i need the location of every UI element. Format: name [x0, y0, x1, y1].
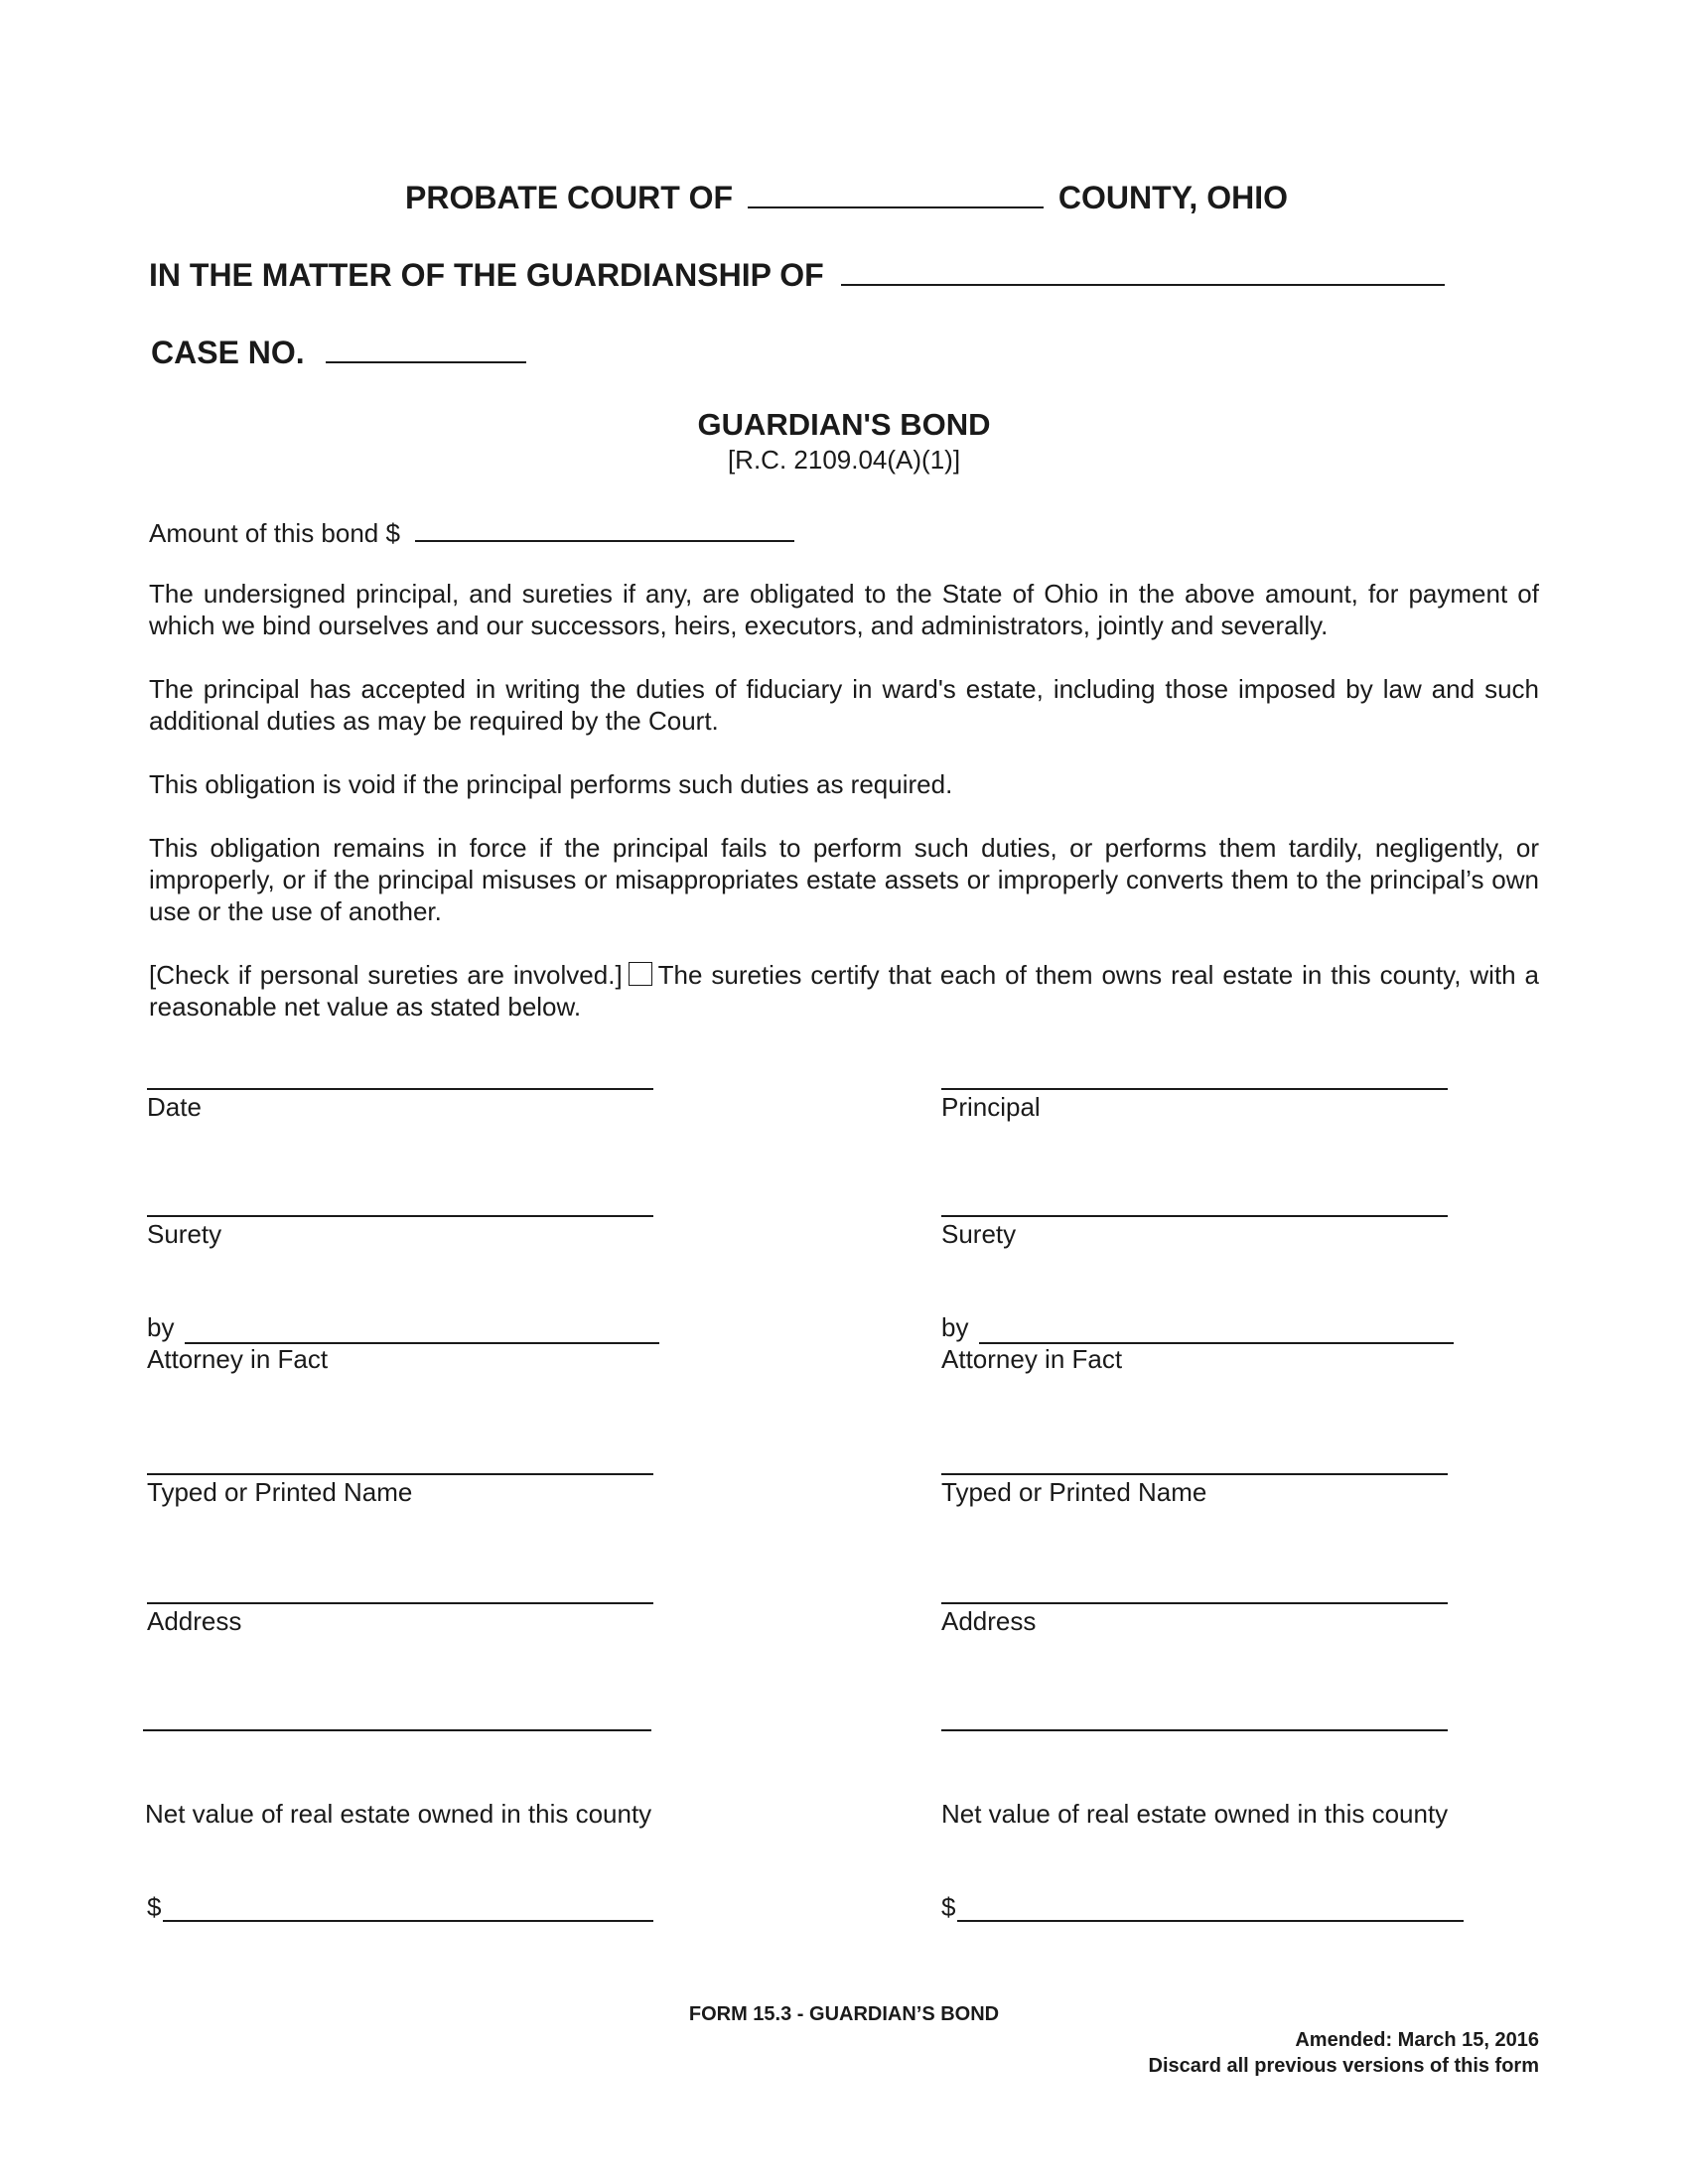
right-surety-line[interactable]	[941, 1215, 1448, 1217]
principal-label: Principal	[941, 1092, 1041, 1122]
personal-sureties-checkbox[interactable]	[629, 962, 652, 986]
principal-line[interactable]	[941, 1088, 1448, 1090]
force-paragraph: This obligation remains in force if the principal fails to perform such duties, or performs them tardily, negligently, or improperly, or if the principal misuses or misappropriates estate assets or improperly converts them to the principal’s own use or the use of another.	[149, 833, 1539, 926]
amended-date: Amended: March 15, 2016	[1295, 2029, 1539, 2051]
left-dollar-sign: $	[147, 1892, 162, 1922]
right-typed-name-label: Typed or Printed Name	[941, 1477, 1207, 1507]
right-address-line[interactable]	[941, 1602, 1448, 1604]
obligation-paragraph: The undersigned principal, and sureties if any, are obligated to the State of Ohio in the above amount, for payment of which we bind ourselves and our successors, heirs, executors, and administrators, jointly and severally.	[149, 579, 1539, 640]
court-prefix: PROBATE COURT OF	[405, 180, 734, 215]
duties-paragraph: The principal has accepted in writing the duties of fiduciary in ward's estate, including those imposed by law and such additional duties as may be required by the Court.	[149, 674, 1539, 736]
bond-amount-row	[149, 514, 794, 549]
left-address-label: Address	[147, 1606, 242, 1636]
discard-notice: Discard all previous versions of this form	[1148, 2055, 1539, 2077]
right-dollar-sign: $	[941, 1892, 956, 1922]
right-typed-name-line[interactable]	[941, 1473, 1448, 1475]
left-typed-name-line[interactable]	[147, 1473, 653, 1475]
bond-amount-label: Amount of this bond $	[149, 518, 400, 548]
case-number-heading	[151, 332, 526, 371]
right-address-label: Address	[941, 1606, 1037, 1636]
sureties-check-label: [Check if personal sureties are involved.]	[149, 960, 623, 990]
right-attorney-label: Attorney in Fact	[941, 1344, 1123, 1374]
court-heading	[405, 177, 1288, 216]
right-net-value-label: Net value of real estate owned in this county	[941, 1799, 1449, 1829]
date-label: Date	[147, 1092, 202, 1122]
form-footer-title: FORM 15.3 - GUARDIAN’S BOND	[688, 2003, 1000, 2025]
date-line[interactable]	[147, 1088, 653, 1090]
left-address-line-2[interactable]	[143, 1729, 651, 1731]
right-by-label: by	[941, 1312, 969, 1342]
case-number-field[interactable]	[326, 332, 526, 363]
left-typed-name-label: Typed or Printed Name	[147, 1477, 413, 1507]
void-paragraph: This obligation is void if the principal performs such duties as required.	[149, 769, 953, 799]
form-title: GUARDIAN'S BOND	[697, 407, 991, 442]
sureties-certify-text: The sureties certify that each of them owns real estate in this county, with a reasonable net value as stated below.	[149, 960, 1539, 1022]
statute-citation: [R.C. 2109.04(A)(1)]	[727, 445, 961, 475]
left-net-value-line[interactable]	[163, 1920, 653, 1922]
court-suffix: COUNTY, OHIO	[1057, 180, 1288, 215]
bond-amount-field[interactable]	[415, 514, 794, 542]
county-field[interactable]	[748, 177, 1044, 208]
sureties-paragraph	[149, 959, 1539, 1023]
left-by-label: by	[147, 1312, 175, 1342]
matter-heading	[149, 254, 1445, 294]
matter-label: IN THE MATTER OF THE GUARDIANSHIP OF	[149, 257, 824, 293]
left-net-value-label: Net value of real estate owned in this county	[145, 1799, 652, 1829]
ward-name-field[interactable]	[841, 254, 1445, 286]
left-surety-label: Surety	[147, 1219, 222, 1249]
right-net-value-line[interactable]	[957, 1920, 1464, 1922]
right-address-line-2[interactable]	[941, 1729, 1448, 1731]
left-surety-line[interactable]	[147, 1215, 653, 1217]
left-address-line[interactable]	[147, 1602, 653, 1604]
case-no-label: CASE NO.	[151, 335, 305, 370]
right-surety-label: Surety	[941, 1219, 1017, 1249]
left-attorney-label: Attorney in Fact	[147, 1344, 329, 1374]
